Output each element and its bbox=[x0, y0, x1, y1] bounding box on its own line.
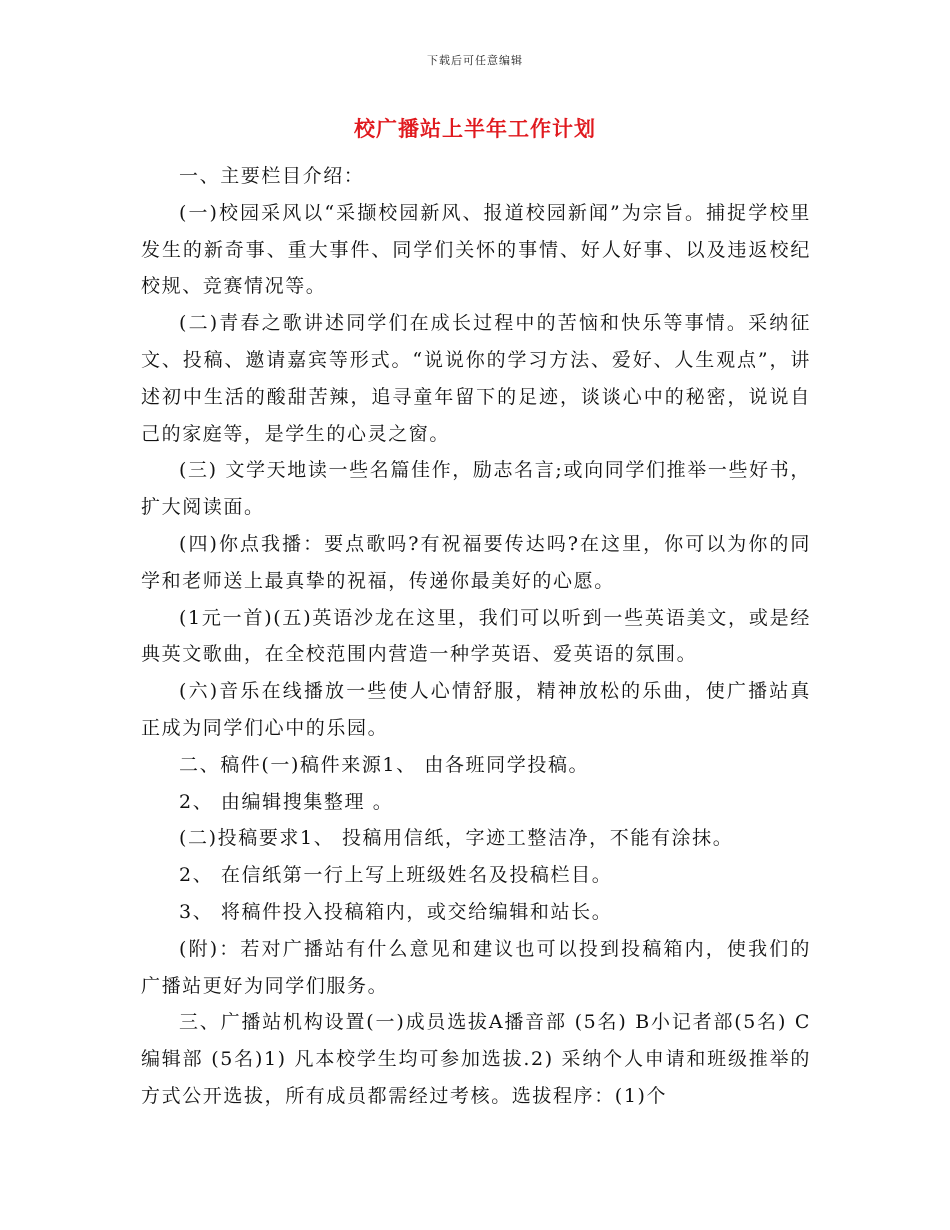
paragraph: 2、 由编辑搜集整理 。 bbox=[179, 790, 394, 813]
paragraph: (四)你点我播：要点歌吗?有祝福要传达吗?在这里，你可以为你的同学和老师送上最真挚的祝福，传递你最美好的心愿。 bbox=[141, 532, 811, 592]
paragraph: 一、主要栏目介绍： bbox=[179, 165, 365, 187]
paragraph: (一)校园采风以“采撷校园新风、报道校园新闻”为宗旨。捕捉学校里发生的新奇事、重大事件、同学们关怀的事情、好人好事、以及违返校纪校规、竞赛情况等。 bbox=[141, 201, 811, 298]
document-body bbox=[141, 158, 811, 1115]
document-title: 校广播站上半年工作计划 bbox=[354, 117, 596, 141]
paragraph: (二)投稿要求1、 投稿用信纸，字迹工整洁净，不能有涂抹。 bbox=[179, 827, 734, 850]
paragraph: 三、广播站机构设置(一)成员选拔A播音部 (5名) B小记者部(5名) C编辑部 (5名)1) 凡本校学生均可参加选拔.2) 采纳个人申请和班级推举的方式公开选拔，所有成员都需经过考核。选拔程序：(1)个 bbox=[141, 1011, 811, 1107]
paragraph: 二、稿件(一)稿件来源1、 由各班同学投稿。 bbox=[179, 753, 590, 776]
paragraph: 2、 在信纸第一行上写上班级姓名及投稿栏目。 bbox=[179, 864, 613, 887]
paragraph: (六)音乐在线播放一些使人心情舒服，精神放松的乐曲，使广播站真正成为同学们心中的乐园。 bbox=[141, 680, 811, 739]
paragraph: (1元一首)(五)英语沙龙在这里，我们可以听到一些英语美文，或是经典英文歌曲，在全校范围内营造一种学英语、爱英语的氛围。 bbox=[141, 606, 811, 666]
page-header: 下载后可任意编辑 bbox=[427, 54, 523, 67]
paragraph: 3、 将稿件投入投稿箱内，或交给编辑和站长。 bbox=[179, 900, 613, 923]
paragraph: (附)：若对广播站有什么意见和建议也可以投到投稿箱内，使我们的广播站更好为同学们服务。 bbox=[141, 937, 811, 997]
paragraph: (三) 文学天地读一些名篇佳作，励志名言;或向同学们推举一些好书，扩大阅读面。 bbox=[141, 459, 811, 519]
paragraph: (二)青春之歌讲述同学们在成长过程中的苦恼和快乐等事情。采纳征文、投稿、邀请嘉宾等形式。“说说你的学习方法、爱好、人生观点”，讲述初中生活的酸甜苦辣，追寻童年留下的足迹，谈谈心中的秘密，说说自己的家庭等，是学生的心灵之窗。 bbox=[141, 312, 811, 445]
